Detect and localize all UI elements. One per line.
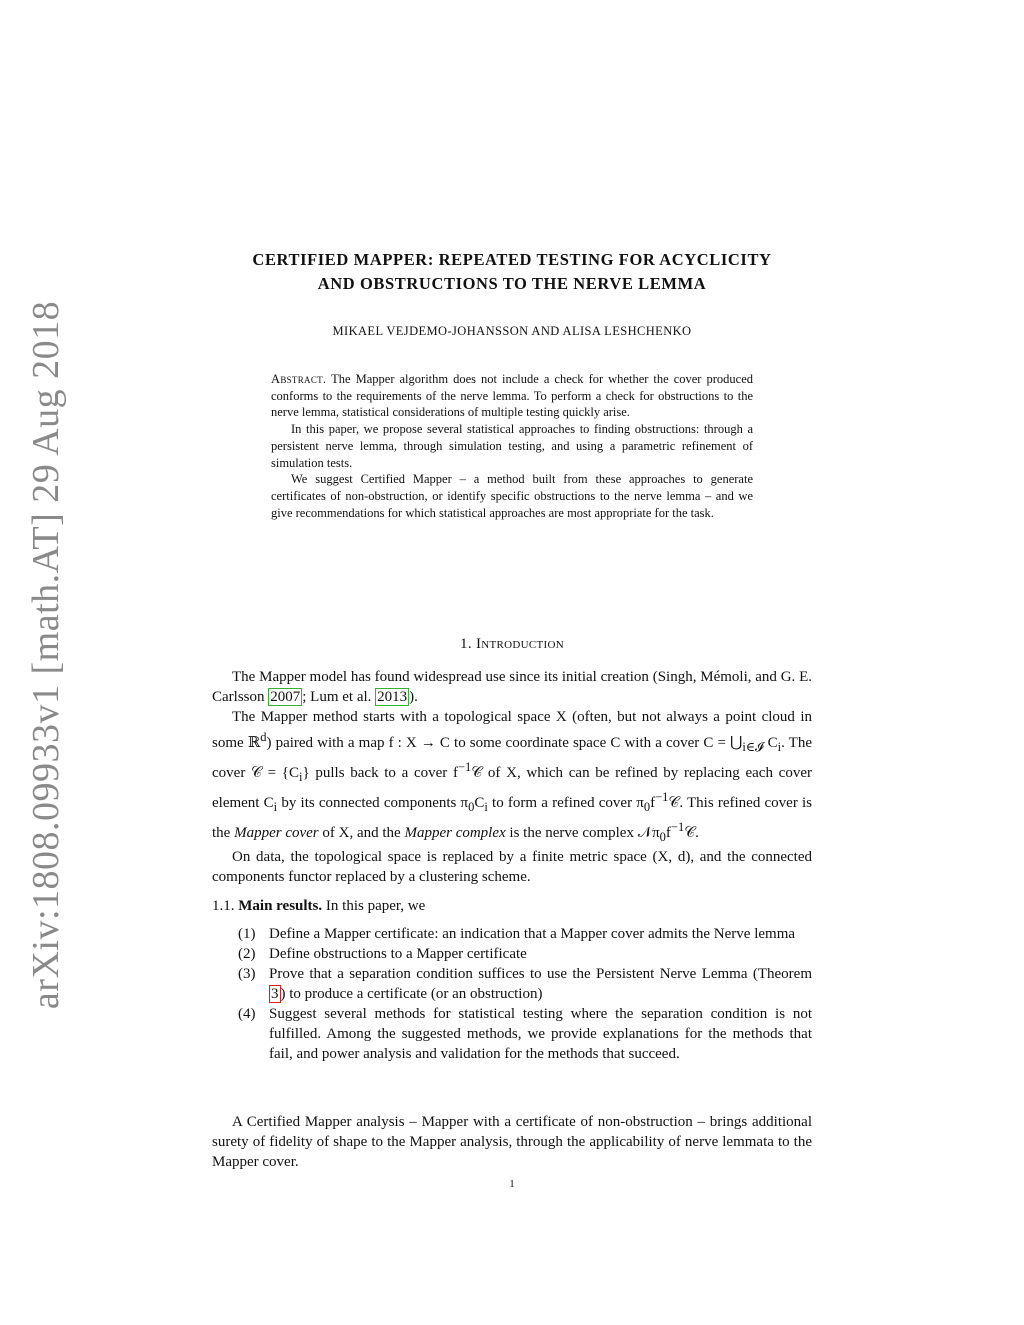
term-mapper-complex: Mapper complex (404, 825, 506, 841)
math-subscript: i∈𝓘 (742, 740, 764, 754)
list-item-number: (4) (238, 1006, 256, 1022)
list-item-text: Suggest several methods for statistical testing where the separation condition is not fulfilled. Among the suggested methods, we provide explanations for the methods that fail, and power analysis and validation for the methods that succeed. (269, 1006, 812, 1062)
intro-text: ). (409, 689, 418, 705)
intro-text: ; Lum et al. (302, 689, 376, 705)
intro-text: 𝒞. (684, 825, 699, 841)
theorem-link-3[interactable]: 3 (271, 986, 279, 1002)
title-line-2: AND OBSTRUCTIONS TO THE NERVE LEMMA (317, 274, 707, 293)
citation-link-singh-2007[interactable]: 2007 (270, 689, 301, 705)
math-subscript: i (273, 800, 278, 814)
list-item-number: (3) (238, 966, 256, 982)
list-item (212, 964, 812, 1004)
paper-title (200, 248, 824, 296)
section-heading-introduction (212, 636, 812, 653)
section-title-text: Introduction (475, 636, 564, 652)
intro-paragraph-2 (212, 707, 812, 847)
math-superscript: −1 (670, 820, 685, 834)
arxiv-identifier-text: arXiv:1808.09933v1 [math.AT] 29 Aug 2018 (25, 300, 67, 1010)
list-item-text: Define obstructions to a Mapper certificate (269, 946, 527, 962)
intro-text: ) paired with a map f : X → C to some coordinate space C with a cover C = ⋃ (266, 735, 743, 751)
subsection-lead: In this paper, we (325, 898, 426, 914)
abstract-text-1: The Mapper algorithm does not include a check for whether the cover produced conforms to the requirements of the nerve lemma. To perform a check for obstructions to the nerve lemma, statistical considerations of multiple testing quickly arise. (271, 372, 753, 420)
intro-text: is the nerve complex 𝒩π (505, 825, 660, 841)
intro-text: 𝒞 of X, which can be refined by replacing each cover element C (212, 765, 812, 811)
section-number: 1. (460, 636, 472, 652)
intro-paragraph-1 (212, 667, 812, 707)
intro-text: . The cover 𝒞 = {C (212, 735, 812, 781)
arxiv-identifier-stamp (24, 300, 68, 1010)
intro-text: f (665, 825, 671, 841)
term-mapper-cover: Mapper cover (234, 825, 319, 841)
intro-text: 𝒞. This refined cover is the (212, 795, 812, 841)
subsection-title: Main results. (238, 898, 323, 914)
closing-paragraph: A Certified Mapper analysis – Mapper with a certificate of non-obstruction – brings additional surety of fidelity of shape to the Mapper analysis, through the applicability of nerve lemmata to the Mapper cover. (212, 1114, 812, 1170)
intro-text: The Mapper model has found widespread use since its initial creation (Singh, Mémoli, and G. E. Carlsson (212, 669, 812, 705)
math-subscript: 0 (643, 800, 651, 814)
list-item-number: (2) (238, 946, 256, 962)
intro-text: C (474, 795, 485, 811)
list-item-text: Define a Mapper certificate: an indication that a Mapper cover admits the Nerve lemma (269, 926, 796, 942)
list-item (212, 924, 812, 944)
abstract-paragraph-2: In this paper, we propose several statistical approaches to finding obstructions: through a persistent nerve lemma, through simulation testing, and using a parametric refinement of simulation tests. (271, 422, 753, 470)
math-superscript: d (260, 730, 267, 744)
math-subscript: i (299, 770, 303, 784)
list-item-text: ) to produce a certificate (or an obstruction) (280, 986, 543, 1002)
intro-text: The Mapper method starts with a topological space X (often, but not always a point cloud in some ℝ (212, 709, 812, 751)
intro-text: f (650, 795, 656, 811)
intro-text: to form a refined cover π (487, 795, 644, 811)
subsection-number: 1.1. (212, 898, 235, 914)
math-subscript: i (484, 800, 488, 814)
math-subscript: 0 (468, 800, 475, 814)
abstract-paragraph-1 (271, 371, 753, 421)
math-subscript: i (777, 740, 782, 754)
intro-paragraph-3: On data, the topological space is replaced by a finite metric space (X, d), and the connected components functor replaced by a clustering scheme. (212, 849, 812, 885)
abstract-label: Abstract. (271, 372, 327, 386)
intro-text: by its connected components π (277, 795, 469, 811)
list-item (212, 944, 812, 964)
introduction-body (212, 667, 812, 887)
closing-paragraph-block (212, 1112, 812, 1172)
list-item-text: Prove that a separation condition suffices to use the Persistent Nerve Lemma (Theorem (269, 966, 812, 982)
list-item (212, 1004, 812, 1064)
subsection-main-results (212, 896, 812, 916)
intro-text: of X, and the (318, 825, 405, 841)
page-number: 1 (509, 1178, 515, 1190)
abstract-block (271, 371, 753, 521)
list-item-number: (1) (238, 926, 256, 942)
math-superscript: −1 (655, 790, 669, 804)
intro-text: } pulls back to a cover f (302, 765, 458, 781)
math-subscript: 0 (659, 830, 666, 844)
intro-text: C (763, 735, 778, 751)
citation-link-lum-2013[interactable]: 2013 (377, 689, 408, 705)
title-line-1: CERTIFIED MAPPER: REPEATED TESTING FOR ACYCLICITY (252, 250, 772, 269)
author-list: MIKAEL VEJDEMO-JOHANSSON AND ALISA LESHCHENKO (332, 324, 692, 338)
math-superscript: −1 (457, 760, 472, 774)
main-results-list (212, 924, 812, 1064)
abstract-paragraph-3: We suggest Certified Mapper – a method built from these approaches to generate certificates of non-obstruction, or identify specific obstructions to the nerve lemma – and we give recommendations for which statistical approaches are most appropriate for the task. (271, 472, 753, 520)
